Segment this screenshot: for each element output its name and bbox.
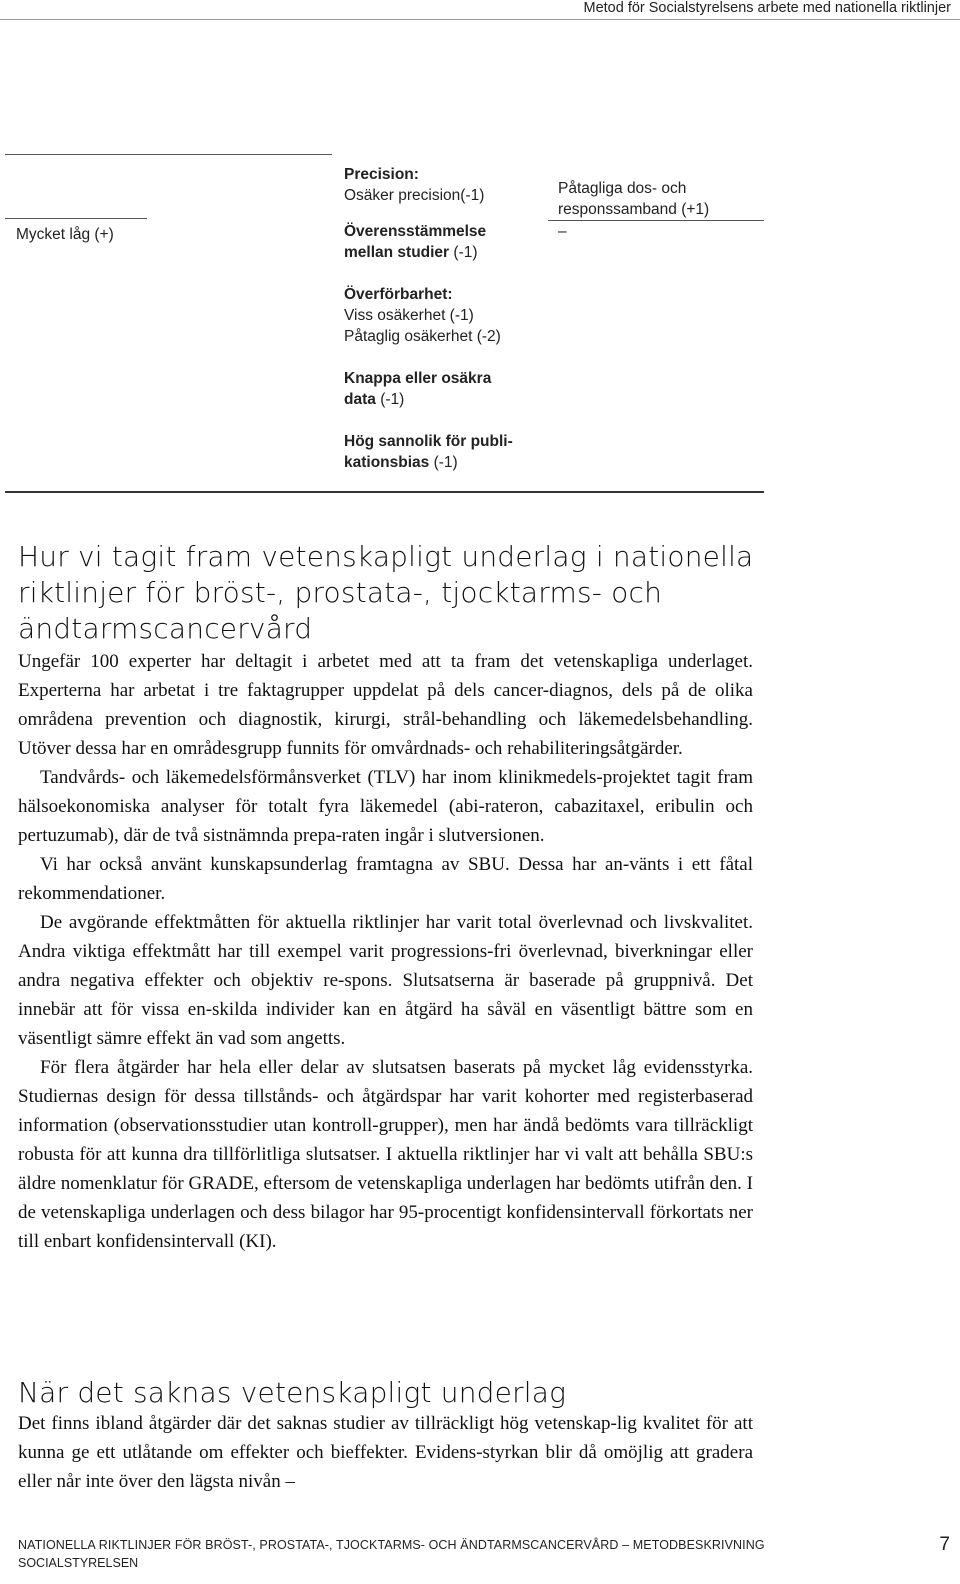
paragraph: Det finns ibland åtgärder där det saknas studier av tillräckligt hög vetenskap-lig kvalitet för att kunna ge ett utlåtande om effekter och bieffekter. Evidens-styrkan blir då omöjlig att gradera eller når inte över den lägsta nivån – [18,1413,753,1492]
transferability-title: Överförbarhet: [344,286,453,303]
precision-block [344,164,524,206]
header-rule [0,19,960,20]
consistency-title: Överensstämmelse mellan studier [344,223,487,261]
paragraph: För flera åtgärder har hela eller delar av slutsatsen baserats på mycket låg evidensstyrka. Studiernas design för dessa tillstånds- och åtgärdspar har varit kohorter med registerbaserad information (observationsstudier utan kontroll-grupper), men har ändå bedömts vara tillräckligt robusta för att kunna dra tillförlitliga slutsatser. I aktuella riktlinjer har vi valt att behålla SBU:s äldre nomenklatur för GRADE, eftersom de vetenskapliga underlagen har bedömts utifrån den. I de vetenskapliga underlagen och dess bilagor har 95-procentigt konfidensintervall förkortats ner till enbart konfidensintervall (KI). [18,1057,753,1252]
running-header [0,0,960,20]
table-top-rule [5,154,332,155]
evidence-level-label: Mycket låg (+) [16,226,114,243]
page-number: 7 [939,1534,950,1555]
transferability-value-1: Viss osäkerhet (-1) [344,307,474,324]
col1-rule [5,218,147,219]
paragraph: Ungefär 100 experter har deltagit i arbetet med att ta fram det vetenskapliga underlaget. Experterna har arbetat i tre faktagrupper uppdelat på dels cancer-diagnos, dels på de olika områdena prevention och diagnostik, kirurgi, strål-behandling och läkemedelsbehandling. Utöver dessa har en områdesgrupp funnits för omvårdnads- och rehabiliteringsåtgärder. [18,651,753,759]
table-bottom-rule [5,491,764,493]
sparse-data-block [344,368,524,410]
consistency-block [344,221,524,263]
footer-title: NATIONELLA RIKTLINJER FÖR BRÖST-, PROSTATA-, TJOCKTARMS- OCH ÄNDTARMSCANCERVÅRD – METODBESKRIVNING [18,1538,765,1552]
section1-body [18,647,753,1256]
consistency-value: (-1) [453,244,478,261]
transferability-block [344,284,524,347]
sparse-data-title: Knappa eller osäkra data [344,370,492,408]
section2-body [18,1409,753,1496]
page-footer [0,1524,960,1584]
publication-bias-block [344,431,524,473]
footer-organisation: SOCIALSTYRELSEN [18,1556,139,1570]
transferability-value-2: Påtaglig osäkerhet (-2) [344,328,501,345]
precision-value: Osäker precision(-1) [344,187,485,204]
sparse-data-value: (-1) [380,391,405,408]
upgrade-factors-cell [558,178,758,220]
running-header-title: Metod för Socialstyrelsens arbete med nationella riktlinjer [583,0,951,16]
section-heading-scientific-basis: Hur vi tagit fram vetenskapligt underlag i nationella riktlinjer för bröst-, prostata-, tjocktarms- och ändtarmscancervård [18,540,754,645]
publication-bias-value: (-1) [433,454,458,471]
downgrade-factors-cell [344,164,524,473]
evidence-level-cell [16,224,156,245]
paragraph: Tandvårds- och läkemedelsförmånsverket (TLV) har inom klinikmedels-projektet tagit fram hälsoekonomiska analyser för totalt fyra läkemedel (abi-rateron, cabazitaxel, eribulin och pertuzumab), där de två sistnämnda prepa-raten ingår i slutversionen. [18,767,753,846]
paragraph: Vi har också använt kunskapsunderlag framtagna av SBU. Dessa har an-vänts i ett fåtal rekommendationer. [18,854,753,904]
upgrade-dash-cell [558,221,598,242]
paragraph: De avgörande effektmåtten för aktuella riktlinjer har varit total överlevnad och livskvalitet. Andra viktiga effektmått har till exempel varit progressions-fri överlevnad, biverkningar eller andra negativa effekter och objektiv re-spons. Slutsatserna är baserade på gruppnivå. Det innebär att för vissa en-skilda individer kan en åtgärd ha såväl en väsentligt bättre som en väsentligt sämre effekt än vad som angetts. [18,912,753,1049]
dose-response-label: Påtagliga dos- och responssamband (+1) [558,180,710,218]
upgrade-dash: – [558,223,567,240]
section-heading-no-evidence: När det saknas vetenskapligt underlag [18,1376,567,1409]
precision-title: Precision: [344,166,419,183]
publication-bias-title: Hög sannolik för publi-kationsbias [344,433,513,471]
